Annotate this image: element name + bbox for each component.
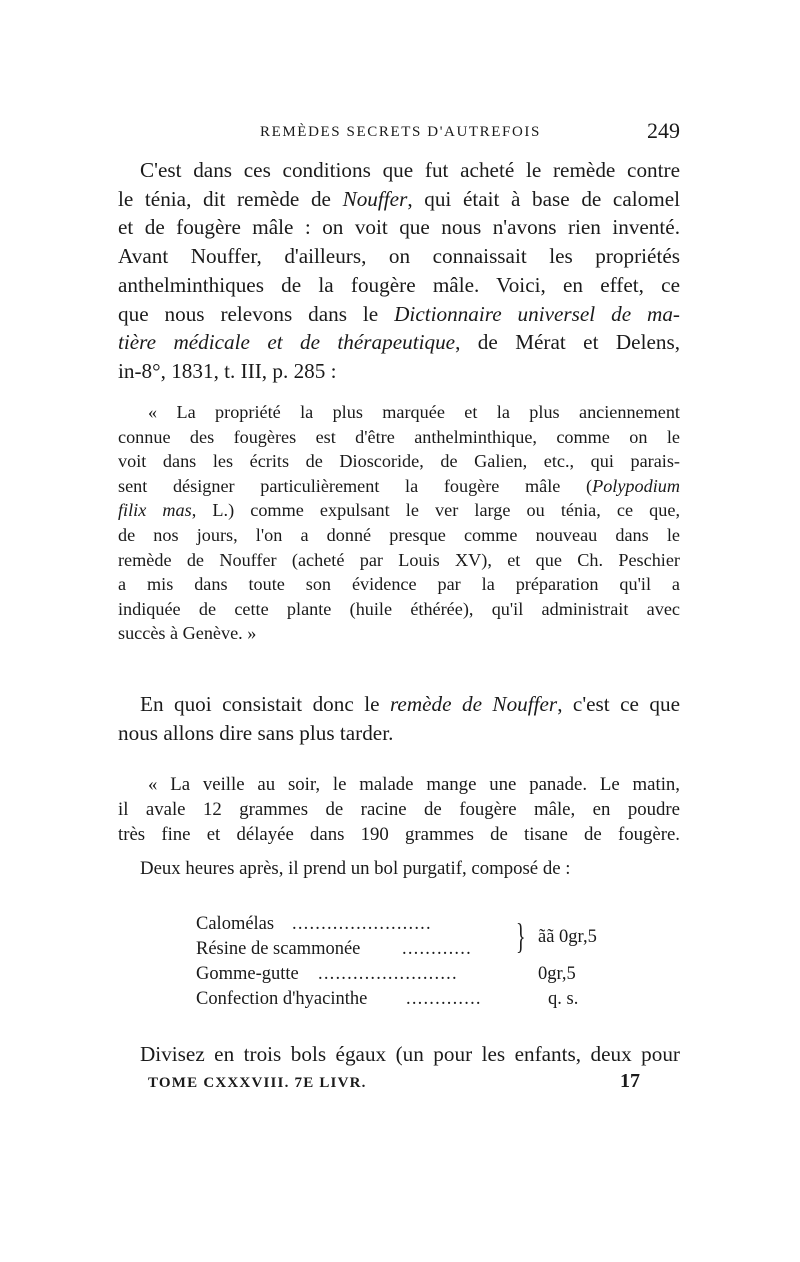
text-line: le ténia, dit remède de Nouffer, qui était à base de calomel bbox=[118, 186, 680, 211]
leader-dots: ............. bbox=[406, 989, 482, 1009]
text-line: il avale 12 grammes de racine de fougère mâle, en poudre bbox=[118, 799, 680, 821]
text-line: tière médicale et de thérapeutique, de Mérat et Delens, bbox=[118, 330, 681, 355]
text-line: a mis dans toute son évidence par la préparation qu'il a bbox=[118, 574, 680, 595]
curly-brace: } bbox=[516, 916, 526, 956]
text-line: voit dans les écrits de Dioscoride, de Galien, etc., qui parais- bbox=[118, 451, 680, 472]
text-line: indiquée de cette plante (huile éthérée), qu'il administrait avec bbox=[118, 598, 680, 619]
paragraph-3 bbox=[118, 1040, 680, 1069]
ingredient-name: Résine de scammonée bbox=[196, 939, 361, 959]
ingredient-quantity: 0gr,5 bbox=[538, 964, 576, 984]
text-line: Divisez en trois bols égaux (un pour les enfants, deux pour bbox=[140, 1042, 680, 1066]
text-line: En quoi consistait donc le remède de Nouffer, c'est ce que bbox=[140, 692, 680, 716]
recipe-row bbox=[196, 987, 636, 1012]
text-line: nous allons dire sans plus tarder. bbox=[118, 720, 394, 745]
ingredient-name: Confection d'hyacinthe bbox=[196, 989, 368, 1009]
italic-title: tière médicale et de thérapeutique bbox=[118, 330, 456, 355]
ingredient-quantity: q. s. bbox=[548, 989, 579, 1009]
recipe-row bbox=[196, 962, 636, 987]
quotation-2 bbox=[118, 772, 680, 881]
italic-phrase: remède de Nouffer bbox=[389, 692, 558, 716]
leader-dots: ........................ bbox=[292, 914, 432, 934]
text-line: Avant Nouffer, d'ailleurs, on connaissait les propriétés bbox=[118, 244, 680, 269]
recipe-table bbox=[196, 912, 636, 1012]
paragraph-2 bbox=[118, 690, 680, 747]
volume-signature: TOME CXXXVIII. 7E LIVR. bbox=[148, 1075, 367, 1091]
text-line: de nos jours, l'on a donné presque comme nouveau dans le bbox=[118, 524, 680, 545]
text-line: connue des fougères est d'être anthelminthique, comme on le bbox=[118, 426, 680, 447]
ingredient-name: Gomme-gutte bbox=[196, 964, 299, 984]
text-line: « La propriété la plus marquée et la plus anciennement bbox=[148, 402, 680, 422]
italic-name: Nouffer bbox=[342, 186, 408, 211]
text-line: Deux heures après, il prend un bol purgatif, composé de : bbox=[140, 857, 571, 879]
page-header bbox=[118, 118, 680, 148]
italic-title: Dictionnaire universel de ma- bbox=[394, 301, 680, 326]
text-line: que nous relevons dans le Dictionnaire universel de ma- bbox=[118, 301, 680, 326]
quotation-1 bbox=[118, 400, 680, 646]
text-line: filix mas, L.) comme expulsant le ver large ou ténia, ce que, bbox=[118, 500, 680, 521]
paragraph-1 bbox=[118, 156, 680, 386]
italic-species: Polypodium bbox=[592, 475, 680, 496]
text-line: et de fougère mâle : on voit que nous n'avons rien inventé. bbox=[118, 215, 680, 240]
leader-dots: ........................ bbox=[318, 964, 458, 984]
text-line: in-8°, 1831, t. III, p. 285 : bbox=[118, 358, 337, 383]
text-line: C'est dans ces conditions que fut acheté le remède contre bbox=[140, 158, 680, 182]
sheet-number: 17 bbox=[620, 1070, 640, 1092]
text-line: anthelminthiques de la fougère mâle. Voici, en effet, ce bbox=[118, 272, 680, 297]
italic-species: filix mas bbox=[118, 500, 192, 521]
text-line: succès à Genève. » bbox=[118, 623, 257, 644]
ingredient-quantity: ãã 0gr,5 bbox=[538, 927, 597, 947]
ingredient-name: Calomélas bbox=[196, 914, 275, 934]
text-line: sent désigner particulièrement la fougère mâle (Polypodium bbox=[118, 475, 680, 496]
running-title: REMÈDES SECRETS D'AUTREFOIS bbox=[260, 124, 541, 140]
text-line: remède de Nouffer (acheté par Louis XV), et que Ch. Peschier bbox=[118, 549, 680, 570]
leader-dots: ............ bbox=[402, 939, 472, 959]
text-line: « La veille au soir, le malade mange une panade. Le matin, bbox=[148, 774, 680, 795]
text-line: très fine et délayée dans 190 grammes de tisane de fougère. bbox=[118, 824, 680, 846]
page-number: 249 bbox=[647, 118, 680, 143]
